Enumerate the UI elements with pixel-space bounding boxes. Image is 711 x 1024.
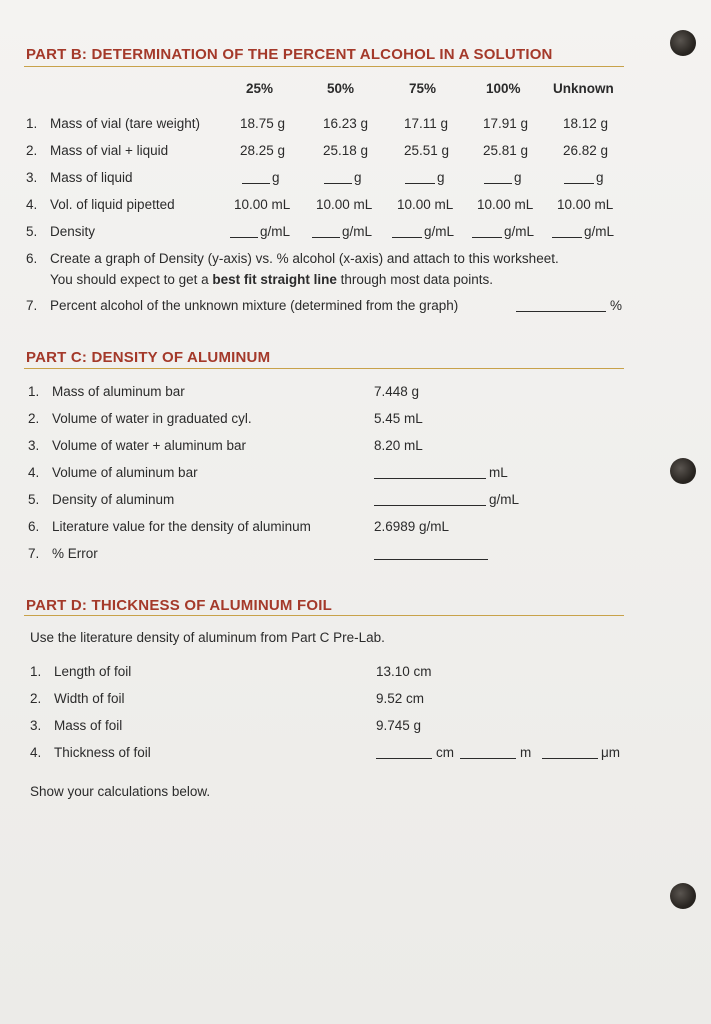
cell-value: 25.18 g xyxy=(323,143,369,158)
mass-liquid-unknown-blank[interactable] xyxy=(564,170,594,184)
percent-unit: % xyxy=(610,298,623,313)
item-6-line2-pre: You should expect to get a xyxy=(50,272,213,287)
item-number: 1. xyxy=(28,384,40,399)
row-number: 4. xyxy=(26,197,38,212)
item-number: 3. xyxy=(30,718,42,733)
item-6-line1: Create a graph of Density (y-axis) vs. % alcohol (x-axis) and attach to this worksheet. xyxy=(50,251,559,266)
item-label: Mass of foil xyxy=(54,718,123,733)
header-100: 100% xyxy=(486,81,521,96)
item-value: 7.448 g xyxy=(374,384,420,399)
item-number: 6. xyxy=(28,519,40,534)
unit-label: g/mL xyxy=(342,224,373,239)
row-label: Vol. of liquid pipetted xyxy=(50,197,175,212)
cell-value: 17.91 g xyxy=(483,116,529,131)
part-c-title: PART C: DENSITY OF ALUMINUM xyxy=(26,349,271,366)
item-label: Volume of water + aluminum bar xyxy=(52,438,246,453)
item-number: 5. xyxy=(28,492,40,507)
item-number: 3. xyxy=(28,438,40,453)
unit-label: cm xyxy=(436,745,454,760)
item-label: Volume of water in graduated cyl. xyxy=(52,411,252,426)
thickness-um-blank[interactable] xyxy=(542,745,598,759)
item-label: Thickness of foil xyxy=(54,745,151,760)
density-50-blank[interactable] xyxy=(312,224,340,238)
punch-hole-bottom xyxy=(670,883,696,909)
item-6-line2 xyxy=(50,272,493,287)
item-6-number: 6. xyxy=(26,251,38,266)
density-25-blank[interactable] xyxy=(230,224,258,238)
item-7-label: Percent alcohol of the unknown mixture (determined from the graph) xyxy=(50,298,459,313)
unit-label: g/mL xyxy=(584,224,615,239)
percent-error-blank[interactable] xyxy=(374,546,488,560)
cell-value: 25.81 g xyxy=(483,143,529,158)
part-d-rule xyxy=(24,615,624,616)
cell-value: 10.00 mL xyxy=(234,197,291,212)
row-label: Mass of liquid xyxy=(50,170,133,185)
cell-value: 18.12 g xyxy=(563,116,609,131)
mass-liquid-100-blank[interactable] xyxy=(484,170,512,184)
header-25: 25% xyxy=(246,81,274,96)
cell-value: 28.25 g xyxy=(240,143,286,158)
part-b-rule xyxy=(24,66,624,67)
thickness-m-blank[interactable] xyxy=(460,745,516,759)
item-7-number: 7. xyxy=(26,298,38,313)
punch-hole-top xyxy=(670,30,696,56)
item-value: 8.20 mL xyxy=(374,438,423,453)
cell-value: 18.75 g xyxy=(240,116,286,131)
part-d-intro: Use the literature density of aluminum from Part C Pre-Lab. xyxy=(30,630,385,645)
item-number: 4. xyxy=(30,745,42,760)
item-number: 2. xyxy=(30,691,42,706)
row-number: 1. xyxy=(26,116,38,131)
cell-value: 26.82 g xyxy=(563,143,609,158)
unit-label: mL xyxy=(489,465,508,480)
row-label: Density xyxy=(50,224,96,239)
thickness-cm-blank[interactable] xyxy=(376,745,432,759)
unit-label: g/mL xyxy=(504,224,535,239)
row-number: 2. xyxy=(26,143,38,158)
item-label: Width of foil xyxy=(54,691,125,706)
unit-label: g/mL xyxy=(260,224,291,239)
item-label: % Error xyxy=(52,546,98,561)
cell-value: 17.11 g xyxy=(404,116,449,131)
cell-value: 10.00 mL xyxy=(557,197,614,212)
volume-aluminum-blank[interactable] xyxy=(374,465,486,479)
header-unknown: Unknown xyxy=(553,81,614,96)
percent-unknown-blank[interactable] xyxy=(516,298,606,312)
cell-value: 10.00 mL xyxy=(477,197,534,212)
unit-label: μm xyxy=(601,745,621,760)
cell-value: 10.00 mL xyxy=(397,197,454,212)
cell-value: 16.23 g xyxy=(323,116,369,131)
item-label: Length of foil xyxy=(54,664,132,679)
item-number: 1. xyxy=(30,664,42,679)
unit-label: g xyxy=(272,170,280,185)
unit-label: g/mL xyxy=(489,492,520,507)
unit-label: m xyxy=(520,745,532,760)
item-value: 13.10 cm xyxy=(376,664,432,679)
unit-label: g xyxy=(514,170,522,185)
item-label: Density of aluminum xyxy=(52,492,175,507)
row-number: 3. xyxy=(26,170,38,185)
item-value: 5.45 mL xyxy=(374,411,423,426)
unit-label: g xyxy=(596,170,604,185)
mass-liquid-25-blank[interactable] xyxy=(242,170,270,184)
cell-value: 25.51 g xyxy=(404,143,450,158)
unit-label: g/mL xyxy=(424,224,455,239)
item-label: Volume of aluminum bar xyxy=(52,465,198,480)
header-75: 75% xyxy=(409,81,437,96)
row-number: 5. xyxy=(26,224,38,239)
density-unknown-blank[interactable] xyxy=(552,224,582,238)
item-value: 9.52 cm xyxy=(376,691,425,706)
density-aluminum-blank[interactable] xyxy=(374,492,486,506)
part-d-title: PART D: THICKNESS OF ALUMINUM FOIL xyxy=(26,597,332,614)
item-number: 7. xyxy=(28,546,40,561)
unit-label: g xyxy=(437,170,445,185)
unit-label: g xyxy=(354,170,362,185)
density-100-blank[interactable] xyxy=(472,224,502,238)
item-label: Literature value for the density of aluminum xyxy=(52,519,311,534)
item-label: Mass of aluminum bar xyxy=(52,384,185,399)
item-6-line2-post: through most data points. xyxy=(336,272,493,287)
header-50: 50% xyxy=(327,81,355,96)
cell-value: 10.00 mL xyxy=(316,197,373,212)
item-number: 2. xyxy=(28,411,40,426)
item-number: 4. xyxy=(28,465,40,480)
item-value: 2.6989 g/mL xyxy=(374,519,450,534)
item-6-line2-bold: best fit straight line xyxy=(212,272,337,287)
part-b-title: PART B: DETERMINATION OF THE PERCENT ALCOHOL IN A SOLUTION xyxy=(26,46,553,63)
density-75-blank[interactable] xyxy=(392,224,422,238)
mass-liquid-50-blank[interactable] xyxy=(324,170,352,184)
mass-liquid-75-blank[interactable] xyxy=(405,170,435,184)
part-c-rule xyxy=(24,368,624,369)
row-label: Mass of vial (tare weight) xyxy=(50,116,201,131)
calculations-instruction: Show your calculations below. xyxy=(30,784,211,799)
punch-hole-middle xyxy=(670,458,696,484)
item-value: 9.745 g xyxy=(376,718,422,733)
row-label: Mass of vial + liquid xyxy=(50,143,169,158)
